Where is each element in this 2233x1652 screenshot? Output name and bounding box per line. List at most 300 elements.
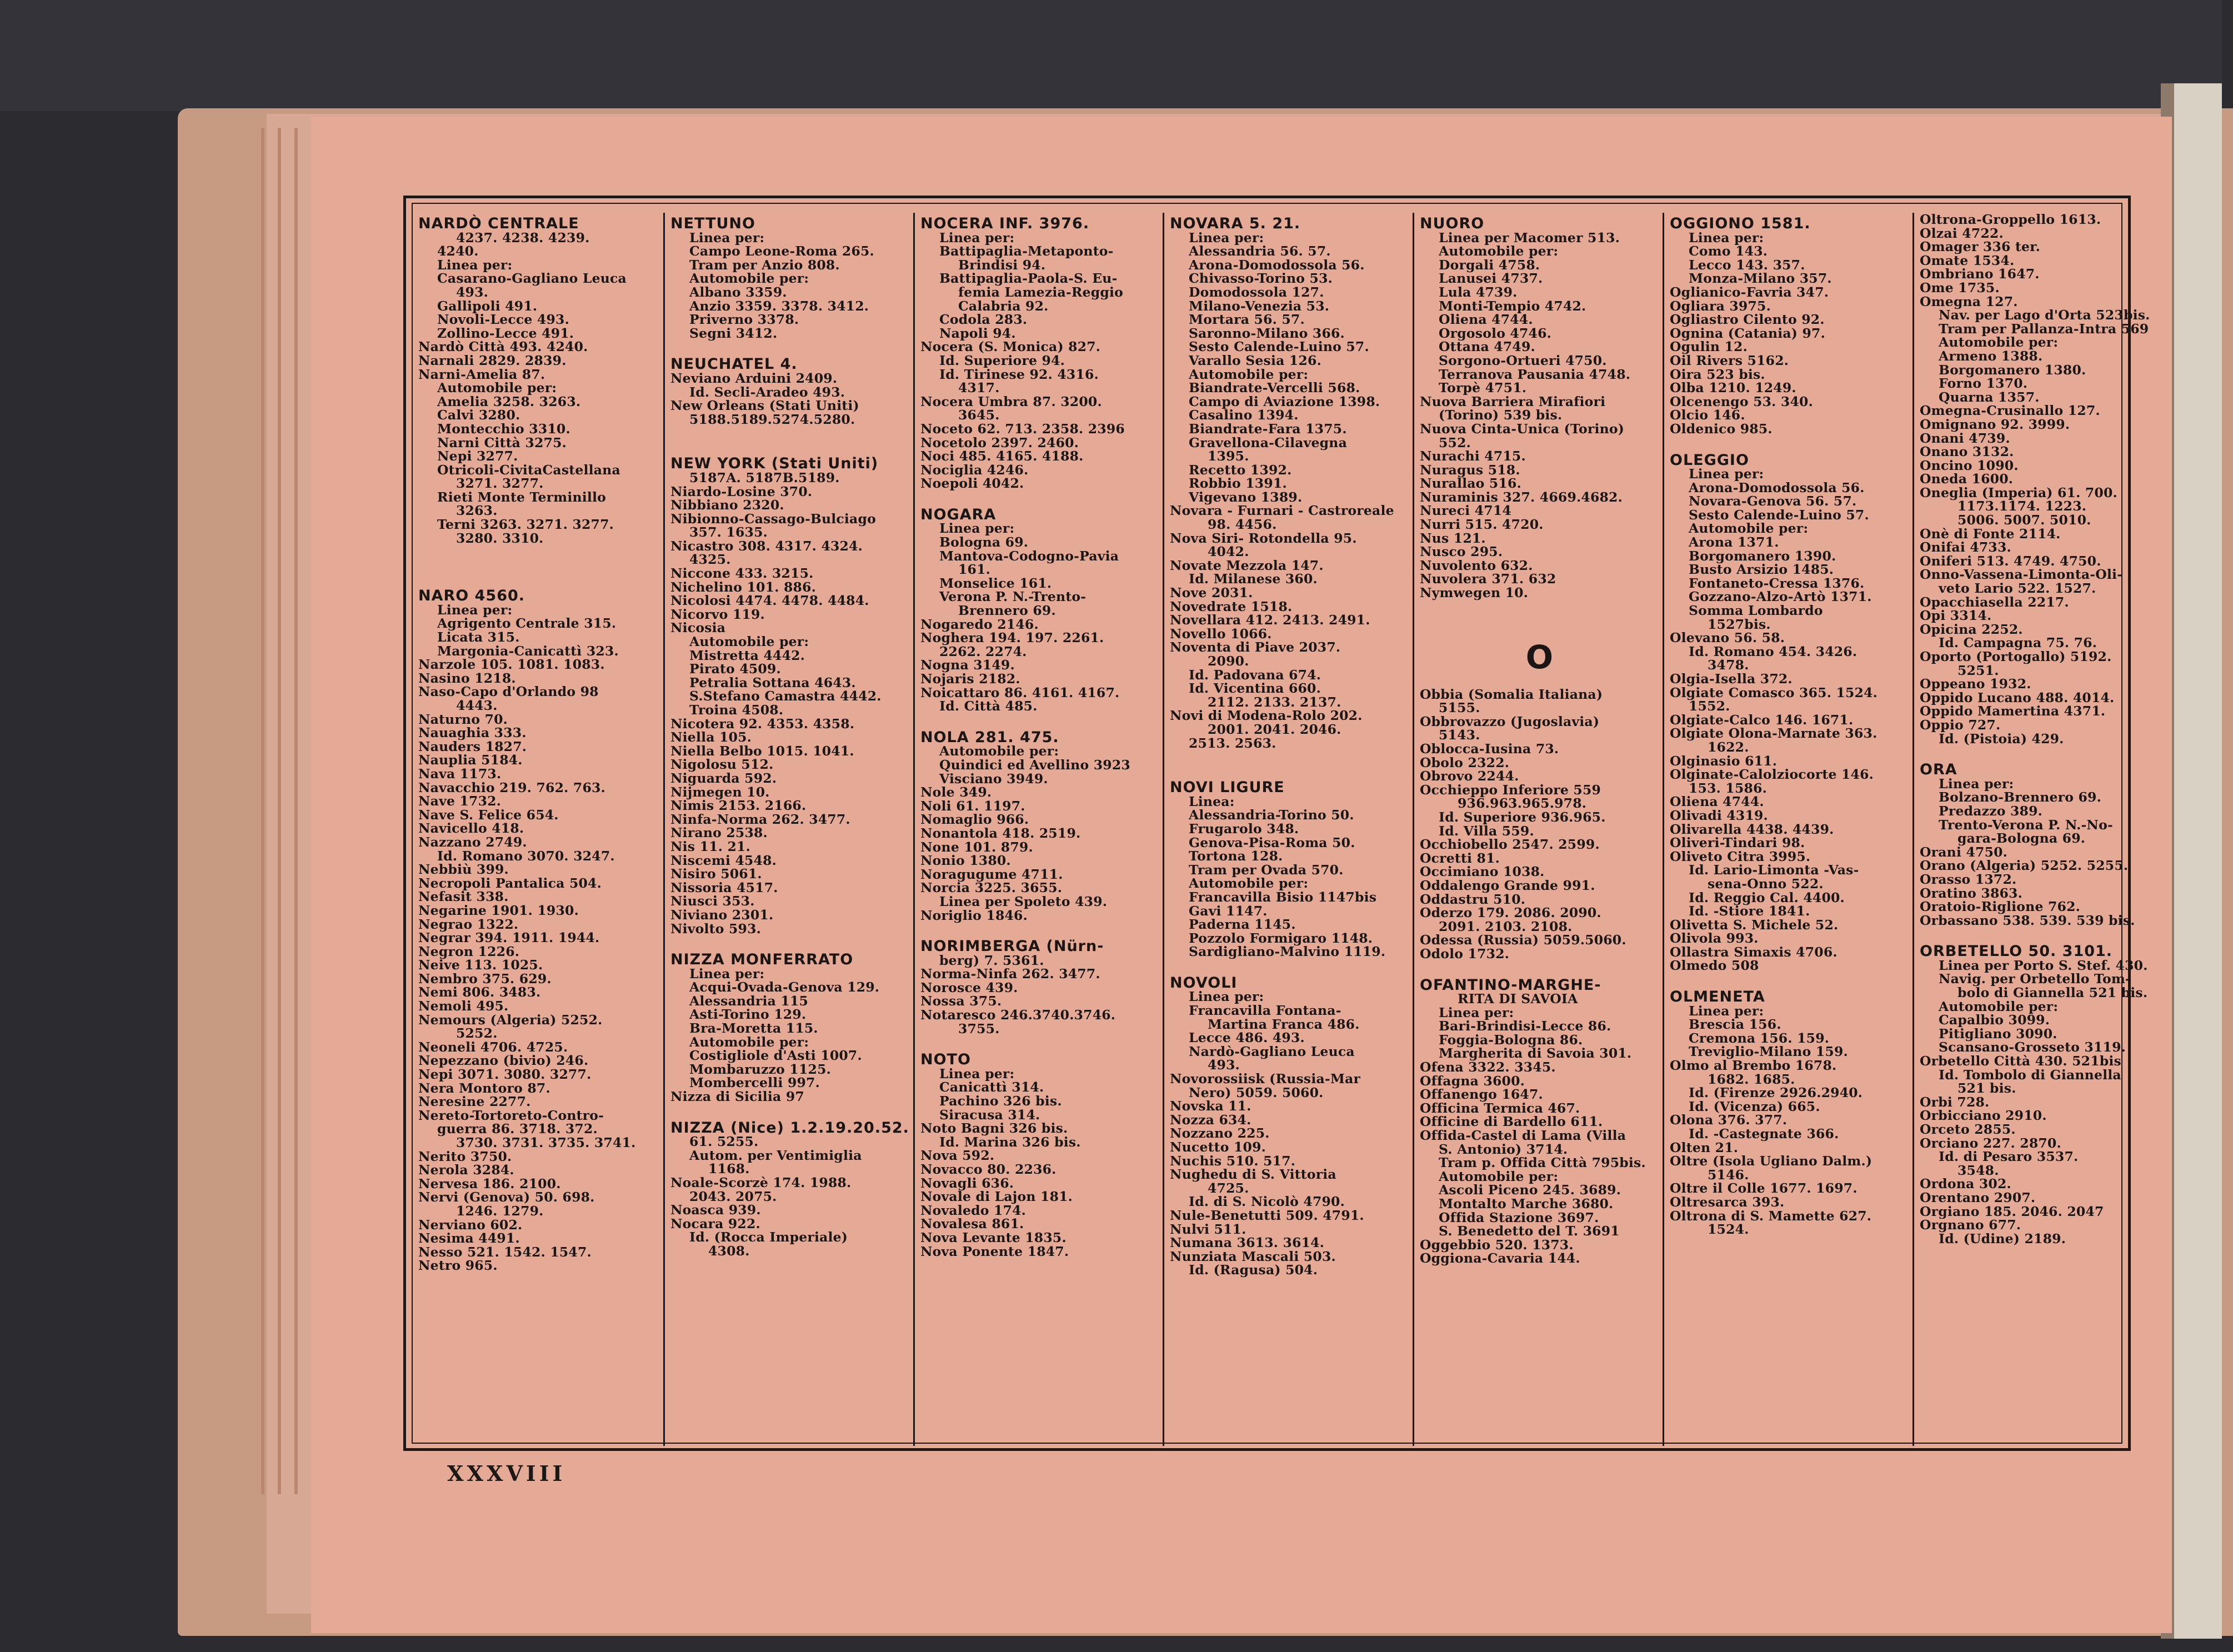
index-entry: Oliveto Citra 3995.	[1670, 848, 1811, 864]
index-entry: Oltrona di S. Mamette 627.	[1670, 1208, 1872, 1224]
index-entry: Noci 485. 4165. 4188.	[920, 448, 1084, 464]
index-continuation: 4237. 4238. 4239.	[456, 229, 590, 246]
cloth-background	[0, 0, 2222, 111]
index-entry: None 101. 879.	[920, 839, 1033, 855]
index-subentry: Id. -Castegnate 366.	[1689, 1126, 1839, 1142]
index-subentry: Id. Tombolo di Giannella	[1939, 1067, 2121, 1083]
index-heading: NOLA 281. 475.	[920, 728, 1059, 746]
index-entry: Orgnano 677.	[1920, 1217, 2021, 1233]
index-entry: Oddastru 510.	[1420, 891, 1526, 907]
index-entry: Olba 1210. 1249.	[1670, 380, 1796, 396]
index-entry: Nocera (S. Monica) 827.	[920, 339, 1101, 355]
index-entry: Ogliara 3975.	[1670, 298, 1771, 314]
spacer	[1670, 973, 1909, 986]
index-entry: Noli 61. 1197.	[920, 798, 1025, 814]
index-subentry: Linea per:	[1939, 775, 2014, 792]
index-entry: Neoneli 4706. 4725.	[418, 1039, 568, 1055]
index-entry: Nirano 2538.	[670, 825, 768, 841]
index-entry: Nervesa 186. 2100.	[418, 1175, 561, 1192]
index-entry: Nozzano 225.	[1170, 1125, 1270, 1142]
index-entry: Nissoria 4517.	[670, 879, 778, 895]
index-entry: Nemoli 495.	[418, 998, 509, 1014]
index-subentry: Id. Campagna 75. 76.	[1939, 635, 2097, 651]
index-subentry: Ascoli Piceno 245. 3689.	[1439, 1182, 1621, 1198]
index-subentry: Sesto Calende-Luino 57.	[1689, 507, 1869, 523]
index-entry: Orani 4750.	[1920, 844, 2008, 860]
index-entry: Netro 965.	[418, 1258, 498, 1274]
index-subentry: Trento-Verona P. N.-No-	[1939, 817, 2113, 833]
index-entry: Ogliastro Cilento 92.	[1670, 312, 1825, 328]
index-entry: Norma-Ninfa 262. 3477.	[920, 966, 1100, 982]
index-entry: Oil Rivers 5162.	[1670, 352, 1789, 368]
index-subentry: Biandrate-Fara 1375.	[1189, 420, 1347, 437]
index-subentry: Domodossola 127.	[1189, 284, 1324, 300]
index-entry: Oddalengo Grande 991.	[1420, 877, 1595, 893]
index-subentry: Automobile per:	[1939, 334, 2059, 351]
index-subentry: Saronno-Milano 366.	[1189, 325, 1345, 341]
index-entry: Nibionno-Cassago-Bulciago	[670, 510, 876, 527]
index-continuation: 493.	[1208, 1057, 1240, 1073]
index-subentry: Id. Reggio Cal. 4400.	[1689, 889, 1845, 905]
index-subentry: Licata 315.	[437, 629, 520, 645]
index-heading: ORBETELLO 50. 3101.	[1920, 943, 2113, 960]
index-continuation: 4443.	[456, 698, 498, 713]
index-continuation: 5251.	[1957, 662, 1999, 678]
index-continuation: 5252.	[456, 1025, 498, 1042]
index-heading: NUORO	[1420, 215, 1485, 232]
index-subentry: Id. di S. Nicolò 4790.	[1189, 1194, 1345, 1210]
index-subentry: Automobile per:	[1189, 366, 1309, 382]
index-subentry: Offida Stazione 3697.	[1439, 1209, 1599, 1225]
index-entry: Noventa di Piave 2037.	[1170, 639, 1341, 655]
index-entry: Olivetta S. Michele 52.	[1670, 917, 1839, 933]
index-subentry: Cremona 156. 159.	[1689, 1030, 1830, 1046]
index-entry: Narzole 105. 1081. 1083.	[418, 657, 605, 673]
index-entry: Offanengo 1647.	[1420, 1087, 1543, 1103]
index-subentry: Varallo Sesia 126.	[1189, 352, 1321, 368]
index-subentry: Alessandria 115	[689, 993, 809, 1009]
index-subentry: Id. Villa 559.	[1439, 823, 1534, 839]
spacer	[1420, 961, 1659, 974]
index-entry: Opi 3314.	[1920, 608, 1992, 624]
index-subentry: Automobile per:	[1189, 875, 1309, 892]
index-subentry: Ottana 4749.	[1439, 339, 1535, 355]
index-subentry: Quarna 1357.	[1939, 389, 2040, 405]
index-entry: Numana 3613. 3614.	[1170, 1235, 1325, 1251]
index-entry: Nereto-Tortoreto-Contro-	[418, 1107, 604, 1123]
index-entry: Obrovo 2244.	[1420, 768, 1519, 784]
index-entry: Oira 523 bis.	[1670, 366, 1765, 382]
index-subentry: Automobile per:	[689, 271, 809, 287]
index-entry: Occhiobello 2547. 2599.	[1420, 837, 1600, 853]
index-entry: Nauplia 5184.	[418, 752, 523, 768]
index-subentry: Oliena 4744.	[1439, 312, 1533, 328]
index-continuation: 161.	[958, 562, 991, 578]
index-entry: Oppido Mamertina 4371.	[1920, 703, 2106, 719]
index-subentry: Tram per Pallanza-Intra 569	[1939, 321, 2149, 337]
index-entry: Novate Mezzola 147.	[1170, 557, 1324, 573]
index-entry: Nemours (Algeria) 5252.	[418, 1012, 603, 1028]
index-entry: Nesso 521. 1542. 1547.	[418, 1244, 592, 1260]
index-entry: Obbrovazzo (Jugoslavia)	[1420, 713, 1600, 729]
index-entry: Odessa (Russia) 5059.5060.	[1420, 932, 1626, 948]
index-subentry: Quindici ed Avellino 3923	[939, 757, 1130, 773]
index-subentry: Linea per:	[939, 520, 1015, 537]
index-entry: Omate 1534.	[1920, 252, 2015, 268]
index-subentry: Genova-Pisa-Roma 50.	[1189, 834, 1355, 850]
index-subentry: Mistretta 4442.	[689, 647, 805, 663]
index-entry: Nova 592.	[920, 1148, 995, 1164]
index-entry: Orciano 227. 2870.	[1920, 1135, 2061, 1151]
index-entry: Olevano 56. 58.	[1670, 630, 1785, 646]
index-subentry: Automobile per:	[1439, 1168, 1559, 1184]
index-entry: Nuova Cinta-Unica (Torino)	[1420, 420, 1625, 437]
index-entry: Olivarella 4438. 4439.	[1670, 821, 1834, 837]
index-entry: Orbetello Città 430. 521bis	[1920, 1053, 2121, 1069]
index-continuation: Martina Franca 486.	[1208, 1016, 1360, 1032]
index-entry: Nervi (Genova) 50. 698.	[418, 1189, 595, 1205]
index-continuation: 4308.	[708, 1243, 750, 1259]
index-subentry: Pirato 4509.	[689, 661, 781, 677]
index-entry: Notaresco 246.3740.3746.	[920, 1007, 1116, 1023]
index-entry: Niusci 353.	[670, 893, 755, 909]
index-continuation: bolo di Giannella 521 bis.	[1957, 985, 2148, 1001]
index-entry: Noepoli 4042.	[920, 475, 1024, 492]
index-subentry: Calvi 3280.	[437, 407, 520, 423]
spacer	[920, 490, 1159, 504]
spacer	[1670, 436, 1909, 449]
index-subentry: Linea per:	[689, 229, 765, 246]
index-entry: Oneglia (Imperia) 61. 700.	[1920, 484, 2117, 500]
index-subentry: Automobile per:	[939, 743, 1059, 759]
index-subentry: 552.	[1439, 434, 1471, 450]
index-subentry: Terni 3263. 3271. 3277.	[437, 517, 614, 533]
index-entry: Nimis 2153. 2166.	[670, 798, 807, 814]
index-entry: Narni-Amelia 87.	[418, 366, 545, 382]
index-subentry: Francavilla Bisio 1147bis	[1189, 889, 1377, 905]
spacer	[670, 340, 910, 353]
index-entry: Offagna 3600.	[1420, 1073, 1525, 1089]
index-heading: NOCERA INF. 3976.	[920, 215, 1090, 232]
index-column-4	[1163, 213, 1413, 1446]
index-subentry: Nardò-Gagliano Leuca	[1189, 1043, 1355, 1059]
index-subentry: 2513. 2563.	[1189, 735, 1276, 751]
index-subentry: Tram p. Offida Città 795bis.	[1439, 1155, 1646, 1171]
index-entry: Nociglia 4246.	[920, 462, 1029, 478]
index-subentry: Automobile per:	[1939, 998, 2059, 1014]
index-entry: Oltre il Colle 1677. 1697.	[1670, 1180, 1858, 1197]
index-subentry: 2091. 2103. 2108.	[1439, 918, 1573, 934]
index-entry: Negrar 394. 1911. 1944.	[418, 930, 600, 946]
index-subentry: Casarano-Gagliano Leuca	[437, 271, 627, 287]
index-subentry: Gozzano-Alzo-Artò 1371.	[1689, 589, 1872, 605]
index-heading: NOVARA 5. 21.	[1170, 215, 1301, 232]
index-subentry: Armeno 1388.	[1939, 348, 2043, 364]
index-subentry: Albano 3359.	[689, 284, 787, 300]
index-entry: Nurri 515. 4720.	[1420, 517, 1544, 533]
index-entry: Nave S. Felice 654.	[418, 807, 559, 823]
index-subentry: 5155.	[1439, 700, 1480, 716]
spacer	[1170, 750, 1409, 763]
index-entry: Nuvolera 371. 632	[1420, 571, 1556, 587]
index-subentry: 5143.	[1439, 727, 1480, 743]
index-heading: NOVI LIGURE	[1170, 779, 1285, 797]
index-subentry: Predazzo 389.	[1939, 803, 2043, 819]
index-entry: Olona 376. 377.	[1670, 1112, 1788, 1128]
index-continuation: 1173.1174. 1223.	[1957, 498, 2087, 514]
index-subentry: Terranova Pausania 4748.	[1439, 366, 1631, 382]
section-letter: O	[1525, 638, 1554, 676]
index-subentry: Forno 1370.	[1939, 376, 2028, 392]
index-subentry: Agrigento Centrale 315.	[437, 615, 617, 632]
index-subentry: Linea per Macomer 513.	[1439, 229, 1620, 246]
index-continuation: Brennero 69.	[958, 603, 1056, 619]
index-subentry: Chivasso-Torino 53.	[1189, 271, 1333, 287]
book-page	[311, 117, 2172, 1633]
index-continuation: 98. 4456.	[1208, 517, 1277, 533]
index-subentry: (Torino) 539 bis.	[1439, 407, 1563, 423]
index-subentry: Linea per:	[939, 229, 1015, 246]
index-subentry: Zollino-Lecce 491.	[437, 325, 574, 341]
spacer	[1420, 613, 1659, 627]
index-entry: Novaledo 174.	[920, 1202, 1027, 1218]
index-heading: NIZZA (Nice) 1.2.19.20.52.	[670, 1119, 909, 1137]
index-entry: Nauaghia 333.	[418, 725, 527, 741]
index-subentry: Id. (Pistoia) 429.	[1939, 730, 2064, 747]
index-entry: Nefasit 338.	[418, 889, 509, 905]
index-subentry: Id. (Firenze 2926.2940.	[1689, 1085, 1863, 1101]
index-frame	[403, 196, 2150, 1451]
index-entry: Nauders 1827.	[418, 738, 527, 754]
index-heading: OGGIONO 1581.	[1670, 215, 1811, 232]
index-subentry: Sardigliano-Malvino 1119.	[1189, 944, 1386, 960]
index-subentry: Fontaneto-Cressa 1376.	[1689, 575, 1865, 591]
index-subentry: Automobile per:	[689, 634, 809, 650]
index-heading: ORA	[1920, 761, 1957, 779]
index-subentry: Segni 3412.	[689, 325, 778, 341]
index-entry: Oppeano 1932.	[1920, 676, 2031, 692]
index-entry: Nunziata Mascali 503.	[1170, 1248, 1336, 1264]
index-subentry: Troina 4508.	[689, 702, 784, 718]
spacer	[920, 1035, 1159, 1049]
index-subentry: Treviglio-Milano 159.	[1689, 1044, 1848, 1060]
index-subentry: Nav. per Lago d'Orta 523bis.	[1939, 307, 2150, 323]
index-entry: Novska 11.	[1170, 1098, 1251, 1114]
index-entry: Nerviano 602.	[418, 1217, 523, 1233]
index-entry: Novi di Modena-Rolo 202.	[1170, 708, 1363, 724]
index-entry: Nole 349.	[920, 784, 992, 800]
index-subentry: Tram per Ovada 570.	[1189, 862, 1344, 878]
index-entry: Nasino 1218.	[418, 670, 516, 686]
index-continuation: 3263.	[456, 503, 498, 519]
index-subentry: Battipaglia-Paola-S. Eu-	[939, 271, 1118, 287]
index-subentry: Lanusei 4737.	[1439, 271, 1543, 287]
index-entry: Nuraminis 327. 4669.4682.	[1420, 489, 1623, 505]
index-continuation: 5146.	[1708, 1167, 1749, 1183]
index-entry: Ombriano 1647.	[1920, 266, 2040, 282]
index-entry: Noceto 62. 713. 2358. 2396	[920, 420, 1125, 437]
index-entry: Ome 1735.	[1920, 279, 2000, 296]
index-entry: Nicolosi 4474. 4478. 4484.	[670, 593, 869, 609]
index-continuation: gara-Bologna 69.	[1957, 830, 2086, 847]
index-entry: Nureci 4714	[1420, 503, 1511, 519]
index-subentry: Linea per:	[437, 602, 513, 618]
index-subentry: Linea per:	[437, 257, 513, 273]
index-entry: Ogulin 12.	[1670, 339, 1748, 355]
index-entry: Neviano Arduini 2409.	[670, 370, 838, 386]
index-entry: Nus 121.	[1420, 530, 1486, 546]
index-entry: Nembro 375. 629.	[418, 970, 552, 987]
index-subentry: 153. 1586.	[1689, 780, 1768, 796]
index-subentry: Biandrate-Vercelli 568.	[1189, 380, 1360, 396]
spacer	[670, 426, 910, 439]
index-entry: Oratino 3863.	[1920, 885, 2022, 901]
index-subentry: 4240.	[437, 243, 479, 259]
index-entry: Nurachi 4715.	[1420, 448, 1526, 464]
index-entry: Novagli 636.	[920, 1175, 1014, 1191]
index-entry: Orbi 728.	[1920, 1094, 1990, 1110]
index-entry: Olmedo 508	[1670, 958, 1759, 974]
index-entry: Nichelino 101. 886.	[670, 579, 817, 595]
index-column-1	[413, 213, 663, 1446]
index-entry: Nicastro 308. 4317. 4324.	[670, 538, 863, 554]
index-entry: Ofena 3322. 3345.	[1420, 1059, 1556, 1075]
index-continuation: 1622.	[1708, 739, 1749, 755]
index-entry: Nebbiù 399.	[418, 862, 509, 878]
index-subentry: Id. Vicentina 660.	[1189, 680, 1321, 697]
index-entry: Neresine 2277.	[418, 1094, 531, 1110]
index-subentry: Autom. per Ventimiglia	[689, 1147, 862, 1163]
index-entry: Oppio 727.	[1920, 717, 2001, 733]
index-entry: Nonantola 418. 2519.	[920, 825, 1081, 841]
index-subentry: Id. Superiore 936.965.	[1439, 809, 1606, 825]
index-subentry: Nero) 5059. 5060.	[1189, 1084, 1324, 1100]
index-subentry: Linea per:	[1689, 1003, 1764, 1019]
index-entry: Officina Termica 467.	[1420, 1100, 1580, 1116]
index-subentry: Somma Lombardo	[1689, 603, 1823, 619]
index-subentry: Id. Lario-Limonta -Vas-	[1689, 862, 1859, 878]
index-continuation: sena-Onno 522.	[1708, 875, 1824, 892]
index-entry: Naso-Capo d'Orlando 98	[418, 684, 599, 700]
index-entry: Niella 105.	[670, 729, 752, 745]
index-subentry: Id. Superiore 94.	[939, 352, 1065, 368]
index-subentry: 2262. 2274.	[939, 643, 1027, 659]
index-subentry: Navig. per Orbetello Tom-	[1939, 971, 2131, 987]
index-entry: Nonio 1380.	[920, 853, 1011, 869]
index-subentry: Id. Padovana 674.	[1189, 667, 1321, 683]
index-entry: Olcio 146.	[1670, 407, 1745, 423]
index-entry: Negron 1226.	[418, 943, 520, 959]
index-subentry: Mortara 56. 57.	[1189, 312, 1305, 328]
index-subentry: Bologna 69.	[939, 534, 1029, 550]
index-continuation: 5006. 5007. 5010.	[1957, 512, 2091, 528]
index-entry: Naturno 70.	[418, 711, 508, 727]
index-entry: Nuchis 510. 517.	[1170, 1153, 1296, 1169]
index-subentry: Novoli-Lecce 493.	[437, 312, 569, 328]
index-entry: Obbia (Somalia Italiana)	[1420, 686, 1603, 702]
spacer	[1170, 763, 1409, 777]
index-entry: Oratoio-Riglione 762.	[1920, 899, 2081, 915]
index-subentry: Novara-Genova 56. 57.	[1689, 493, 1857, 509]
spacer	[1920, 745, 2122, 759]
index-entry: Orceto 2855.	[1920, 1122, 2016, 1137]
index-continuation: 521 bis.	[1957, 1080, 2016, 1097]
index-heading: NEW YORK (Stati Uniti)	[670, 455, 879, 473]
index-subentry: Anzio 3359. 3378. 3412.	[689, 298, 869, 314]
index-entry: Nigolosu 512.	[670, 757, 774, 773]
index-entry: Noto Bagni 326 bis.	[920, 1120, 1068, 1137]
index-subentry: Bari-Brindisi-Lecce 86.	[1439, 1018, 1611, 1034]
index-subentry: Lula 4739.	[1439, 284, 1518, 300]
index-continuation: 3730. 3731. 3735. 3741.	[456, 1135, 636, 1150]
index-entry: Oncino 1090.	[1920, 457, 2019, 473]
index-continuation: 4042.	[1208, 544, 1249, 560]
index-column-2	[663, 213, 913, 1446]
index-subentry: Recetto 1392.	[1189, 462, 1292, 478]
index-continuation: femia Lamezia-Reggio	[958, 284, 1124, 300]
index-entry: Ognina (Catania) 97.	[1670, 325, 1825, 341]
index-entry: Olginasio 611.	[1670, 753, 1778, 769]
index-entry: Niscemi 4548.	[670, 852, 777, 868]
index-subentry: Milano-Venezia 53.	[1189, 298, 1330, 314]
index-entry: Oniferi 513. 4749. 4750.	[1920, 553, 2101, 569]
index-entry: Oneda 1600.	[1920, 471, 2014, 487]
index-entry: Olten 21.	[1670, 1139, 1739, 1155]
index-entry: Olgiate Comasco 365. 1524.	[1670, 684, 1878, 700]
index-subentry: 2043. 2075.	[689, 1188, 777, 1204]
index-entry: Oldenico 985.	[1670, 420, 1773, 437]
index-subentry: Linea per Spoleto 439.	[939, 893, 1108, 909]
spacer	[670, 1104, 910, 1117]
index-subentry: Campo di Aviazione 1398.	[1189, 393, 1380, 409]
index-subentry: Sesto Calende-Luino 57.	[1189, 339, 1369, 355]
index-entry: Onani 4739.	[1920, 430, 2010, 446]
index-subentry: Id. (Udine) 2189.	[1939, 1230, 2066, 1246]
index-subentry: Id. Romano 3070. 3247.	[437, 848, 615, 864]
index-continuation: RITA DI SAVOIA	[1458, 991, 1578, 1007]
index-heading: OLMENETA	[1670, 988, 1765, 1006]
index-subentry: Linea per:	[939, 1065, 1015, 1082]
index-subentry: Siracusa 314.	[939, 1107, 1040, 1123]
index-continuation: 1682. 1685.	[1708, 1071, 1795, 1087]
index-entry: Nesima 4491.	[418, 1230, 520, 1246]
index-continuation: 2090.	[1208, 653, 1249, 669]
index-entry: Orbicciano 2910.	[1920, 1108, 2047, 1124]
index-subentry: berg) 7. 5361.	[939, 952, 1044, 968]
index-subentry: Id. Tirinese 92. 4316.	[939, 366, 1099, 382]
index-entry: Niviano 2301.	[670, 907, 774, 923]
index-entry: Nocetolo 2397. 2460.	[920, 434, 1079, 450]
spacer	[1420, 600, 1659, 613]
index-subentry: Borgomanero 1380.	[1939, 362, 2086, 378]
index-heading: NOGARA	[920, 505, 997, 523]
index-continuation: 936.963.965.978.	[1458, 795, 1587, 812]
index-subentry: Id. -Stiore 1841.	[1689, 903, 1810, 919]
index-entry: Orgiano 185. 2046. 2047	[1920, 1203, 2104, 1219]
index-continuation: 1527bis.	[1708, 616, 1771, 632]
index-entry: Oltre (Isola Ugliano Dalm.)	[1670, 1153, 1872, 1169]
index-continuation: 1395.	[1208, 448, 1249, 464]
index-entry: Niguarda 592.	[670, 770, 777, 786]
index-entry: Opicina 2252.	[1920, 621, 2023, 637]
spacer	[920, 922, 1159, 935]
index-heading: OFANTINO-MARGHE-	[1420, 976, 1601, 994]
index-entry: Nova Ponente 1847.	[920, 1243, 1069, 1259]
index-subentry: Nepi 3277.	[437, 448, 518, 464]
index-entry: Opacchiasella 2217.	[1920, 594, 2069, 610]
index-entry: Nava 1173.	[418, 765, 502, 782]
index-entry: Noicattaro 86. 4161. 4167.	[920, 684, 1120, 700]
